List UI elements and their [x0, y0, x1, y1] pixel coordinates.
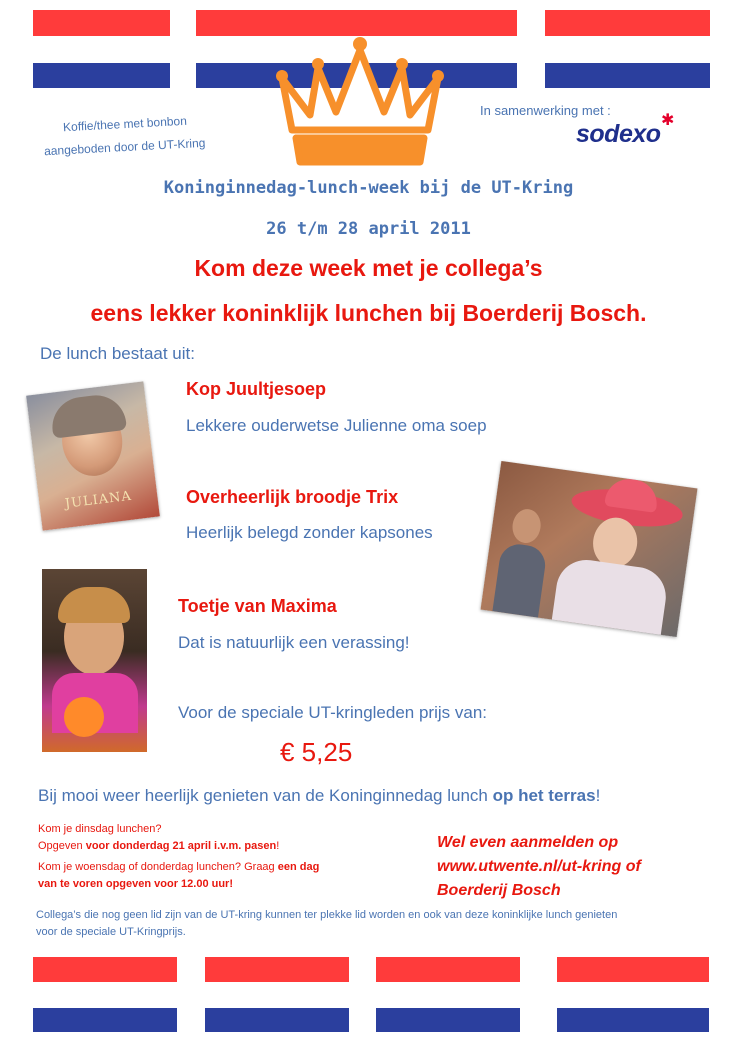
flag-stripe-blue — [33, 1008, 177, 1032]
signup-details — [38, 821, 319, 893]
maxima-photo — [42, 569, 147, 752]
flag-stripe-red — [376, 957, 520, 982]
flag-stripe-blue — [33, 63, 170, 88]
flag-stripe-blue — [376, 1008, 520, 1032]
sodexo-logo — [576, 120, 661, 149]
terrace-note-end: ! — [595, 786, 601, 805]
signup-q1: Kom je dinsdag lunchen? — [38, 823, 162, 835]
signup-q1-pre: Opgeven — [38, 840, 86, 852]
flag-stripe-red — [545, 10, 710, 36]
terrace-note-bold: op het terras — [492, 786, 596, 805]
flag-stripe-red — [205, 957, 349, 982]
footer-line2: voor de speciale UT-Kringprijs. — [36, 926, 186, 938]
register-url[interactable]: www.utwente.nl/ut-kring of — [437, 858, 641, 875]
price-value: € 5,25 — [280, 737, 353, 767]
flag-stripe-red — [557, 957, 709, 982]
menu-item-2-desc: Heerlijk belegd zonder kapsones — [186, 523, 433, 542]
register-line3: Boerderij Bosch — [437, 882, 561, 899]
signup-q1-end: ! — [276, 840, 280, 852]
signup-q2-bold2: van te voren opgeven voor 12.00 uur! — [38, 878, 234, 890]
terrace-note-text: Bij mooi weer heerlijk genieten van de Koninginnedag lunch — [38, 786, 493, 805]
signup-q2-detail — [38, 876, 319, 893]
event-title: Koninginnedag-lunch-week bij de UT-Kring — [163, 178, 574, 198]
flag-stripe-red — [33, 10, 170, 36]
sodexo-logo-text: sodexo — [576, 120, 661, 148]
footer-line1: Collega’s die nog geen lid zijn van de UT-kring kunnen ter plekke lid worden en ook van deze koninklijke lunch genieten — [36, 909, 618, 921]
flag-stripe-blue — [205, 1008, 349, 1032]
crown-icon — [270, 30, 450, 170]
signup-q2 — [38, 859, 319, 876]
beatrix-photo — [481, 461, 698, 637]
terrace-note — [38, 786, 600, 806]
headline-line2: eens lekker koninklijk lunchen bij Boerderij Bosch. — [90, 300, 647, 326]
event-dates: 26 t/m 28 april 2011 — [266, 219, 471, 239]
flag-stripe-blue — [557, 1008, 709, 1032]
flag-stripe-red — [33, 957, 177, 982]
headline-line1: Kom deze week met je collega’s — [194, 255, 543, 281]
juliana-photo — [26, 381, 160, 530]
signup-q2-text: Kom je woensdag of donderdag lunchen? Graag — [38, 861, 278, 873]
menu-intro: De lunch bestaat uit: — [40, 344, 195, 363]
register-line1: Wel even aanmelden op — [437, 834, 619, 851]
menu-item-3-desc: Dat is natuurlijk een verassing! — [178, 633, 410, 652]
signup-q2-bold1: een dag — [277, 861, 320, 873]
footer-note — [36, 907, 726, 941]
menu-item-2-title: Overheerlijk broodje Trix — [186, 487, 399, 507]
coffee-note-line2: aangeboden door de UT-Kring — [43, 135, 206, 159]
partnership-label: In samenwerking met : — [480, 103, 611, 118]
register-block — [437, 831, 641, 903]
star-icon: ✱ — [661, 112, 675, 129]
menu-item-1-desc: Lekkere ouderwetse Julienne oma soep — [186, 416, 487, 435]
menu-item-1-title: Kop Juultjesoep — [186, 379, 327, 399]
flag-stripe-blue — [545, 63, 710, 88]
coffee-note-line1: Koffie/thee met bonbon — [62, 113, 188, 135]
menu-item-3-title: Toetje van Maxima — [178, 596, 337, 616]
juliana-caption: JULIANA — [64, 488, 133, 512]
signup-q1-bold: voor donderdag 21 april i.v.m. pasen — [85, 840, 277, 852]
price-label: Voor de speciale UT-kringleden prijs van: — [178, 703, 487, 722]
signup-q1-detail — [38, 838, 319, 855]
